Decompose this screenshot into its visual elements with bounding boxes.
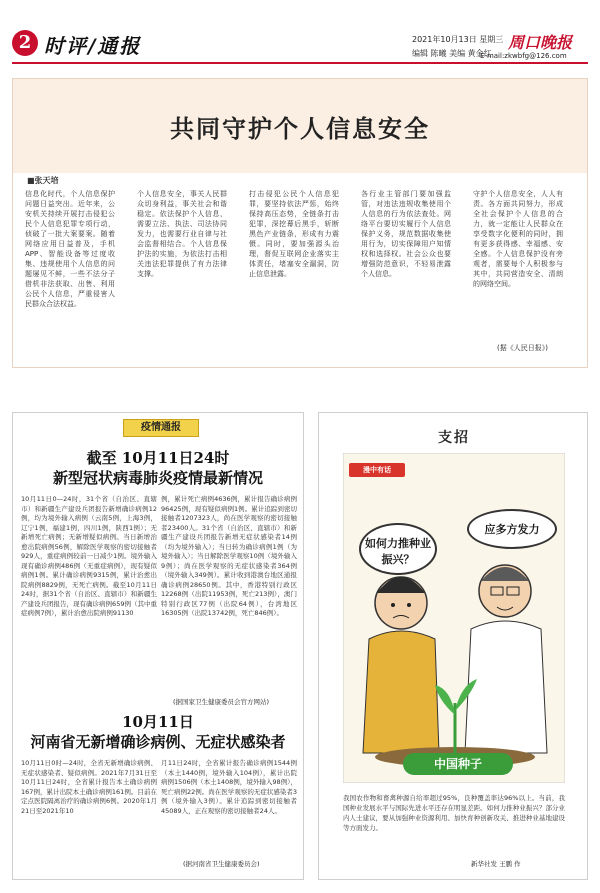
cartoon-caption: 我国农作物和畜禽种源自给率超过95%，良种覆盖率达96%以上。当前，我国种业发展水平与国际先进水平还存在明显差距。如何力推种业振兴？部分业内人士建议，要从加强种业资源利用、加快育种创新攻关、推进种业基地建设等方面发力。 <box>343 794 565 832</box>
henan-report-source: (据河南省卫生健康委员会) <box>183 860 260 868</box>
cartoon-credit: 新华社发 王鹏 作 <box>471 860 521 868</box>
editorial-column: 信息化时代，个人信息保护问题日益突出。近年来，公安机关持续开展打击侵犯公民个人信息犯罪专项行动，侦破了一批大案要案。随着网络应用日益普及，手机APP、智能设备等过度收集、违规使用个人信息的问题屡见不鲜，一些不法分子借机非法获取、出售、利用公民个人信息，严重侵害人民群众合法权益。 <box>25 190 115 308</box>
editorial-column: 各行业主管部门要加强监管，对违法违规收集使用个人信息的行为依法查处。网络平台要切实履行个人信息保护义务，规范数据收集使用行为，切实保障用户知情权和选择权。社会公众也要增强防范意识，不轻易泄露个人信息。 <box>361 190 451 278</box>
national-report-source: (据国家卫生健康委员会官方网站) <box>173 698 270 706</box>
henan-report-column: 月11日24时，全省累计报告确诊病例1544例（本土1440例，境外输入104例），累计出院病例1506例（本土1408例，境外输入98例），死亡病例22例。尚在医学观察的无症状感染者3例（境外输入3例）。累计追踪到密切接触者45089人，正在观察的密切接触者24人。 <box>161 759 297 815</box>
national-report-column: 例，累计死亡病例4636例，累计报告确诊病例96425例，现有疑似病例1例。累计追踪到密切接触者1207323人，尚在医学观察的密切接触者23400人。31个省（自治区、直辖市）和新疆生产建设兵团报告新增无症状感染者14例（均为境外输入）；当日转为确诊病例1例（为境外输入）；当日解除医学观察10例（境外输入9例）；尚在医学观察的无症状感染者364例（境外输入349例）。累计收到港澳台地区通报确诊病例28650例。其中，香港特别行政区12268例（出院11953例，死亡213例），澳门特别行政区77例（出院64例），台湾地区16305例（出院13742例，死亡846例）。 <box>161 495 297 617</box>
editorial-column: 守护个人信息安全，人人有责。各方面共同努力，形成全社会保护个人信息的合力，就一定能让人民群众在享受数字化便利的同时，拥有更多获得感、幸福感、安全感。个人信息保护没有旁观者，需要每个人积极参与其中，共同营造安全、清朗的网络空间。 <box>473 190 563 288</box>
contact-email: E-mail:zkwbfg@126.com <box>480 52 567 60</box>
masthead-divider <box>12 62 588 64</box>
newspaper-logo: 周口晚报 <box>508 33 573 52</box>
cartoon-illustration <box>343 453 565 783</box>
editorial-byline: ■张天培 <box>27 176 59 185</box>
speech-bubble-answer: 应多方发力 <box>467 509 557 549</box>
masthead <box>0 0 600 62</box>
editorial-column: 个人信息安全，事关人民群众切身利益，事关社会和谐稳定。依法保护个人信息，需要立法、执法、司法协同发力，也需要行业自律与社会监督相结合。个人信息保护法的实施，为依法打击相关违法犯罪提供了有力法律支撑。 <box>137 190 227 278</box>
cartoon-tag: 漫中有话 <box>349 463 405 477</box>
editorial-source: (据《人民日报》) <box>497 344 548 352</box>
seed-banner: 中国种子 <box>403 753 513 775</box>
epidemic-report-panel <box>12 412 304 880</box>
editorial-column: 打击侵犯公民个人信息犯罪，要坚持依法严惩，始终保持高压态势，全链条打击犯罪，深挖幕后黑手，斩断黑色产业链条，形成有力震慑。同时，要加强源头治理，督促互联网企业落实主体责任，堵塞安全漏洞，防止信息泄露。 <box>249 190 339 278</box>
national-report-column: 10月11日0—24时，31个省（自治区、直辖市）和新疆生产建设兵团报告新增确诊病例12例，均为境外输入病例（云南5例，上海3例，辽宁1例，福建1例，四川1例，陕西1例）；无新增死亡病例；无新增疑似病例。当日新增治愈出院病例56例，解除医学观察的密切接触者929人，重症病例较前一日减少1例。境外输入现有确诊病例486例（无重症病例），现有疑似病例1例。累计确诊病例9315例，累计治愈出院病例8829例，无死亡病例。截至10月11日24时，据31个省（自治区、直辖市）和新疆生产建设兵团报告，现有确诊病例659例（其中重症病例7例），累计治愈出院病例91130 <box>21 495 157 617</box>
editor-credit: 编辑 陈曦 美编 黄金红 <box>412 49 492 58</box>
henan-report-column: 10月11日0时—24时，全省无新增确诊病例、无症状感染者、疑似病例。2021年7月31日至10月11日24时，全省累计报告本土确诊病例167例，累计出院本土确诊病例161例。目前在定点医院隔离治疗的确诊病例6例。2020年1月21日至2021年10 <box>21 759 157 815</box>
cartoon-title: 支招 <box>438 430 470 446</box>
henan-report-subtitle: 河南省无新增确诊病例、无症状感染者 <box>30 733 286 751</box>
cartoon-panel <box>318 412 588 880</box>
page-number-badge: 2 <box>12 30 38 56</box>
cartoon-drawing <box>343 453 565 783</box>
speech-bubble-question: 如何力推种业振兴？ <box>359 523 437 575</box>
editorial-article <box>12 78 588 368</box>
publication-date: 2021年10月13日 星期三 <box>412 35 504 44</box>
national-report-title: 截至 10月11日24时 <box>86 449 230 467</box>
henan-report-title: 10月11日 <box>122 713 194 731</box>
section-title: 时评/通报 <box>44 34 142 58</box>
editorial-headline: 共同守护个人信息安全 <box>170 114 430 143</box>
national-report-subtitle: 新型冠状病毒肺炎疫情最新情况 <box>52 469 263 487</box>
epidemic-tag: 疫情通报 <box>123 419 199 437</box>
